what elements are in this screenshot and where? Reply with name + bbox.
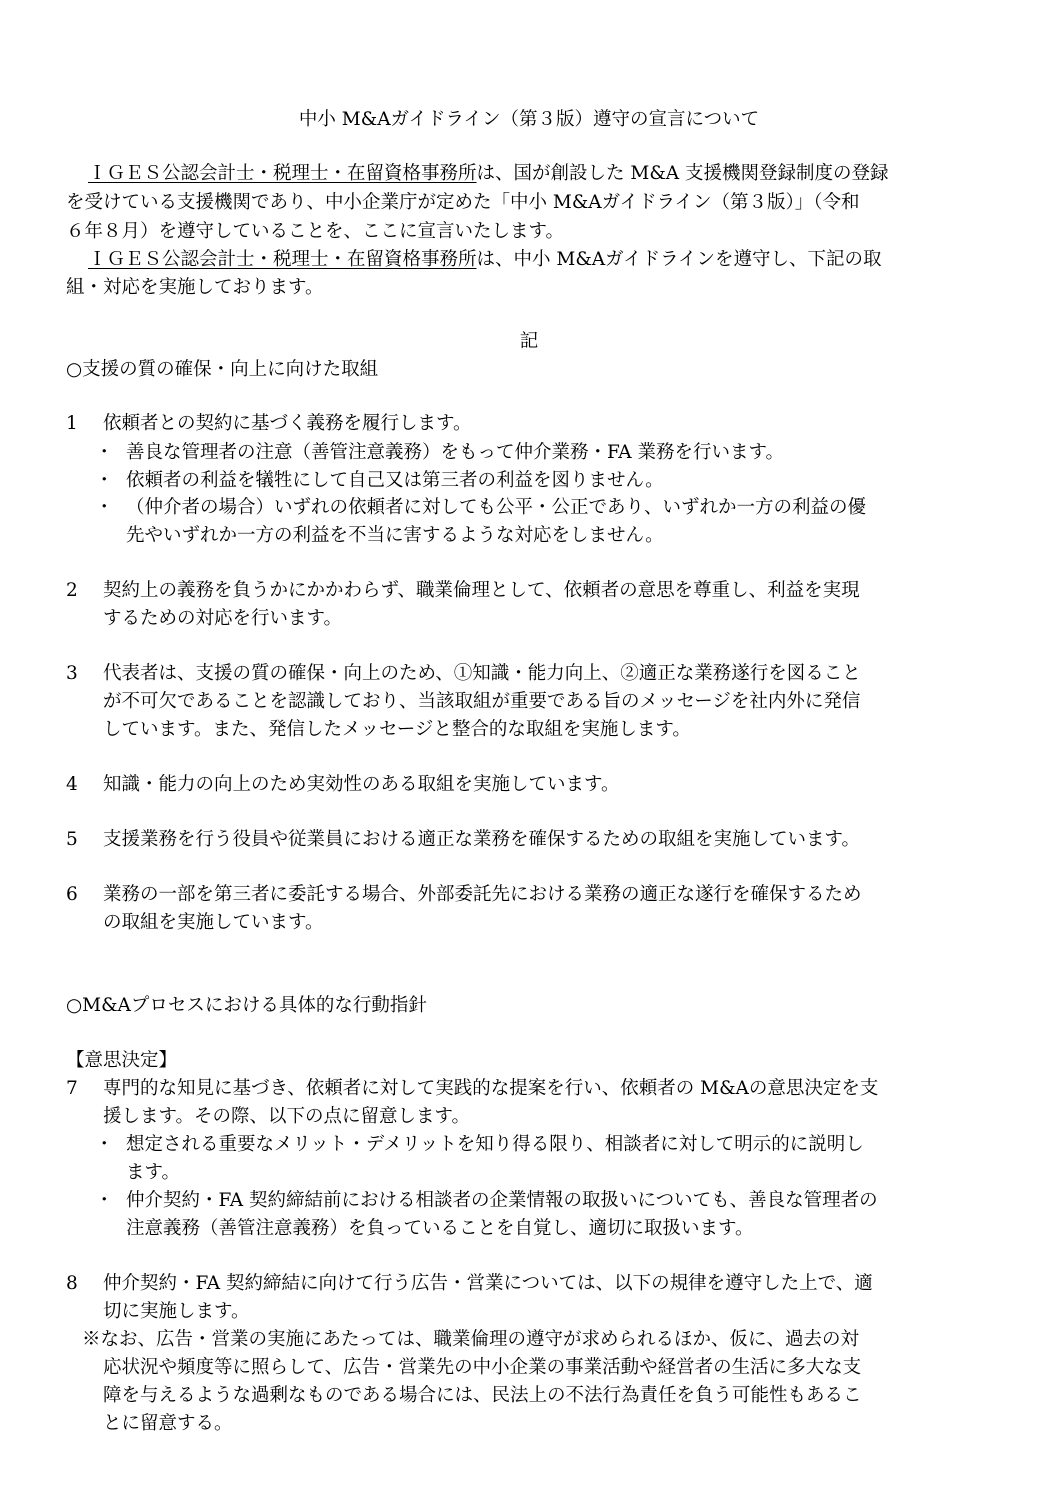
item-text: 代表者は、支援の質の確保・向上のため、①知識・能力向上、②適正な業務遂行を図ること <box>103 663 861 684</box>
item-number: 3 <box>66 663 78 684</box>
intro-p2-line1: ＩＧＥＳ公認会計士・税理士・在留資格事務所は、中小 M&Aガイドラインを遵守し、下記の取 <box>88 249 882 270</box>
item-text: 知識・能力の向上のため実効性のある取組を実施しています。 <box>103 774 620 795</box>
document-title: 中小 M&Aガイドライン（第３版）遵守の宣言について <box>298 109 760 130</box>
note-text: 応状況や頻度等に照らして、広告・営業先の中小企業の事業活動や経営者の生活に多大な支 <box>103 1357 862 1378</box>
item-number: 7 <box>66 1078 78 1099</box>
note-text: とに留意する。 <box>103 1413 233 1434</box>
org-name: ＩＧＥＳ公認会計士・税理士・在留資格事務所 <box>88 249 477 270</box>
intro-p1-line1: ＩＧＥＳ公認会計士・税理士・在留資格事務所は、国が創設した M&A 支援機関登録制度の登録 <box>88 163 889 184</box>
bullet-text: ます。 <box>126 1162 181 1183</box>
item-text: 専門的な知見に基づき、依頼者に対して実践的な提案を行い、依頼者の M&Aの意思決定を支 <box>103 1078 879 1099</box>
item-text: の取組を実施しています。 <box>103 912 324 933</box>
item-text: 切に実施します。 <box>103 1301 250 1322</box>
ki-mark: 記 <box>519 331 539 352</box>
item-number: 1 <box>66 413 78 434</box>
item-text: 仲介契約・FA 契約締結に向けて行う広告・営業については、以下の規律を遵守した上で、適 <box>103 1273 873 1294</box>
item-text: 依頼者との契約に基づく義務を履行します。 <box>103 413 472 434</box>
item-text: するための対応を行います。 <box>103 608 343 629</box>
bullet-text: 依頼者の利益を犠牲にして自己又は第三者の利益を図りません。 <box>126 470 664 491</box>
item-text: 支援業務を行う役員や従業員における適正な業務を確保するための取組を実施しています。 <box>103 829 861 850</box>
bullet-mark: ・ <box>95 497 114 518</box>
bullet-text: 仲介契約・FA 契約締結前における相談者の企業情報の取扱いについても、善良な管理者の <box>126 1190 878 1211</box>
note-text: ※なお、広告・営業の実施にあたっては、職業倫理の遵守が求められるほか、仮に、過去の対 <box>82 1329 860 1350</box>
item-number: 5 <box>66 829 78 850</box>
item-text: 業務の一部を第三者に委託する場合、外部委託先における業務の適正な遂行を確保するため <box>103 884 862 905</box>
item-number: 4 <box>66 774 78 795</box>
section1-heading: ○支援の質の確保・向上に向けた取組 <box>66 359 379 380</box>
item-number: 8 <box>66 1273 78 1294</box>
section2-heading: ○M&Aプロセスにおける具体的な行動指針 <box>66 995 427 1016</box>
item-text: 援します。その際、以下の点に留意します。 <box>103 1106 471 1127</box>
bullet-mark: ・ <box>95 1134 114 1155</box>
bullet-mark: ・ <box>95 470 114 491</box>
item-text: が不可欠であることを認識しており、当該取組が重要である旨のメッセージを社内外に発信 <box>103 691 861 712</box>
intro-p2-line2: 組・対応を実施しております。 <box>66 277 324 298</box>
note-text: 障を与えるような過剰なものである場合には、民法上の不法行為責任を負う可能性もあるこ <box>103 1385 862 1406</box>
bullet-text: 想定される重要なメリット・デメリットを知り得る限り、相談者に対して明示的に説明し <box>126 1134 864 1155</box>
intro-p1-line2: を受けている支援機関であり、中小企業庁が定めた「中小 M&Aガイドライン（第３版）」（令和 <box>66 192 860 213</box>
org-name: ＩＧＥＳ公認会計士・税理士・在留資格事務所 <box>88 163 477 184</box>
item-text: しています。また、発信したメッセージと整合的な取組を実施します。 <box>103 719 691 740</box>
bullet-mark: ・ <box>95 1190 114 1211</box>
bullet-mark: ・ <box>95 442 114 463</box>
item-number: 2 <box>66 580 78 601</box>
item-number: 6 <box>66 884 78 905</box>
item-text: 契約上の義務を負うかにかかわらず、職業倫理として、依頼者の意思を尊重し、利益を実現 <box>103 580 860 601</box>
bullet-text: 善良な管理者の注意（善管注意義務）をもって仲介業務・FA 業務を行います。 <box>126 442 784 463</box>
bullet-text: 注意義務（善管注意義務）を負っていることを自覚し、適切に取扱います。 <box>126 1218 754 1239</box>
section2-subheading: 【意思決定】 <box>66 1050 178 1071</box>
intro-p1-line3: ６年８月）を遵守していることを、ここに宣言いたします。 <box>66 221 565 242</box>
bullet-text: 先やいずれか一方の利益を不当に害するような対応をしません。 <box>126 525 664 546</box>
bullet-text: （仲介者の場合）いずれの依頼者に対しても公平・公正であり、いずれか一方の利益の優 <box>126 497 867 518</box>
